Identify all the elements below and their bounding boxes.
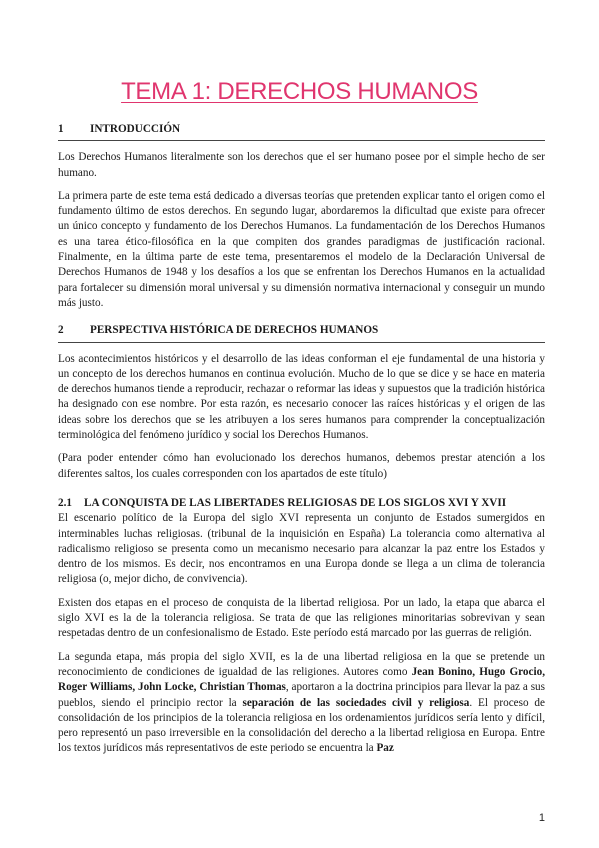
section-1-paragraph-2: La primera parte de este tema está dedicado a diversas teorías que pretenden explicar tanto el origen como el fundamento último de estos derechos. En segundo lugar, abordaremos la dificultad que existe para ofrecer un único concepto y fundamento de los Derechos Humanos. La fundamentación de los Derechos Humanos es una tarea ético-filosófica en la que compiten dos grandes paradigmas de justificación racional. Finalmente, en la última parte de este tema, presentaremos el modelo de la Declaración Universal de Derechos Humanos de 1948 y los desafíos a los que se enfrentan los Derechos Humanos en la actualidad para fortalecer su dimensión moral universal y su dimensión normativa internacional y conseguir un mundo más justo. — [58, 189, 545, 309]
section-2-1-paragraph-1: El escenario político de la Europa del siglo XVI representa un conjunto de Estados sumergidos en interminables luchas religiosas. (tribunal de la inquisición en España) La tolerancia como alternativa al radicalismo religioso se presenta como un mecanismo necesario para alcanzar la paz entre los Estados y dentro de los mismos. Es decir, nos encontramos en una Europa donde se llega a un clima de tolerancia religiosa (o, mejor dicho, de convivencia). — [58, 512, 545, 586]
document-body — [58, 122, 545, 765]
section-1-number: 1 — [58, 123, 64, 135]
section-2-1-number: 2.1 — [58, 496, 72, 509]
text-run: , aportaron a la doctrina principios para llevar la paz a sus pueblos, siendo el principio rector la — [58, 681, 545, 709]
author-names: Jean Bonino, Hugo Grocio, Roger Williams, John Locke, Christian Thomas — [58, 665, 545, 694]
section-1-title: INTRODUCCIÓN — [90, 123, 181, 135]
section-2-1-title: LA CONQUISTA DE LAS LIBERTADES RELIGIOSAS DE LOS SIGLOS XVI Y XVII — [84, 496, 507, 509]
text-run: La segunda etapa, más propia del siglo XVII, es la de una libertad religiosa en la que se pretende un reconocimiento de condiciones de igualdad de las religiones. Autores como — [58, 650, 545, 678]
section-2-number: 2 — [58, 324, 64, 337]
section-2-paragraph-1: Los acontecimientos históricos y el desarrollo de las ideas conforman el eje fundamental de una historia y un concepto de los derechos humanos en continua evolución. Mucho de lo que se dice y se hace en materia de derechos humanos tiende a reproducir, rechazar o reformar las ideas y supuestos que la tradición histórica ha designado con ese nombre. Por esta razón, es necesario conocer las raíces históricas y el origen de las ideas sobre los derechos que se les atribuyen a los seres humanos para comprender la conceptualización terminológica del fenómeno jurídico y social los Derechos Humanos. — [58, 352, 545, 442]
section-2-heading — [58, 323, 545, 342]
text-run: . El proceso de consolidación de los principios de la tolerancia religiosa en los ordenamientos jurídicos sería lento y difícil, pero representó un paso irreversible en la consolidación del derecho a la libertad religiosa en Europa. Entre los textos jurídicos más representativos de este periodo se encuentra la — [58, 696, 545, 755]
section-2-1-heading — [58, 496, 545, 511]
section-1-heading — [58, 122, 545, 141]
bold-term: Paz — [376, 742, 394, 755]
section-1-paragraph-1: Los Derechos Humanos literalmente son los derechos que el ser humano posee por el simple hecho de ser humano. — [58, 151, 545, 179]
section-2-1-paragraph-3 — [58, 650, 545, 757]
document-title: TEMA 1: DERECHOS HUMANOS — [121, 78, 478, 105]
section-2-title: PERSPECTIVA HISTÓRICA DE DERECHOS HUMANOS — [90, 324, 379, 337]
page-number: 1 — [538, 812, 545, 824]
section-2-paragraph-2: (Para poder entender cómo han evolucionado los derechos humanos, debemos prestar atención a los diferentes saltos, los cuales corresponden con los apartados de este título) — [58, 452, 545, 480]
guiding-principle: separación de las sociedades civil y religiosa — [242, 696, 470, 709]
section-2-1-paragraph-2: Existen dos etapas en el proceso de conquista de la libertad religiosa. Por un lado, la etapa que abarca el siglo XVI es la de la tolerancia religiosa. Se trata de que las religiones minoritarias sobrevivan y sean respetadas dentro de un confesionalismo de Estado. Este período está marcado por las guerras de religión. — [58, 596, 545, 640]
